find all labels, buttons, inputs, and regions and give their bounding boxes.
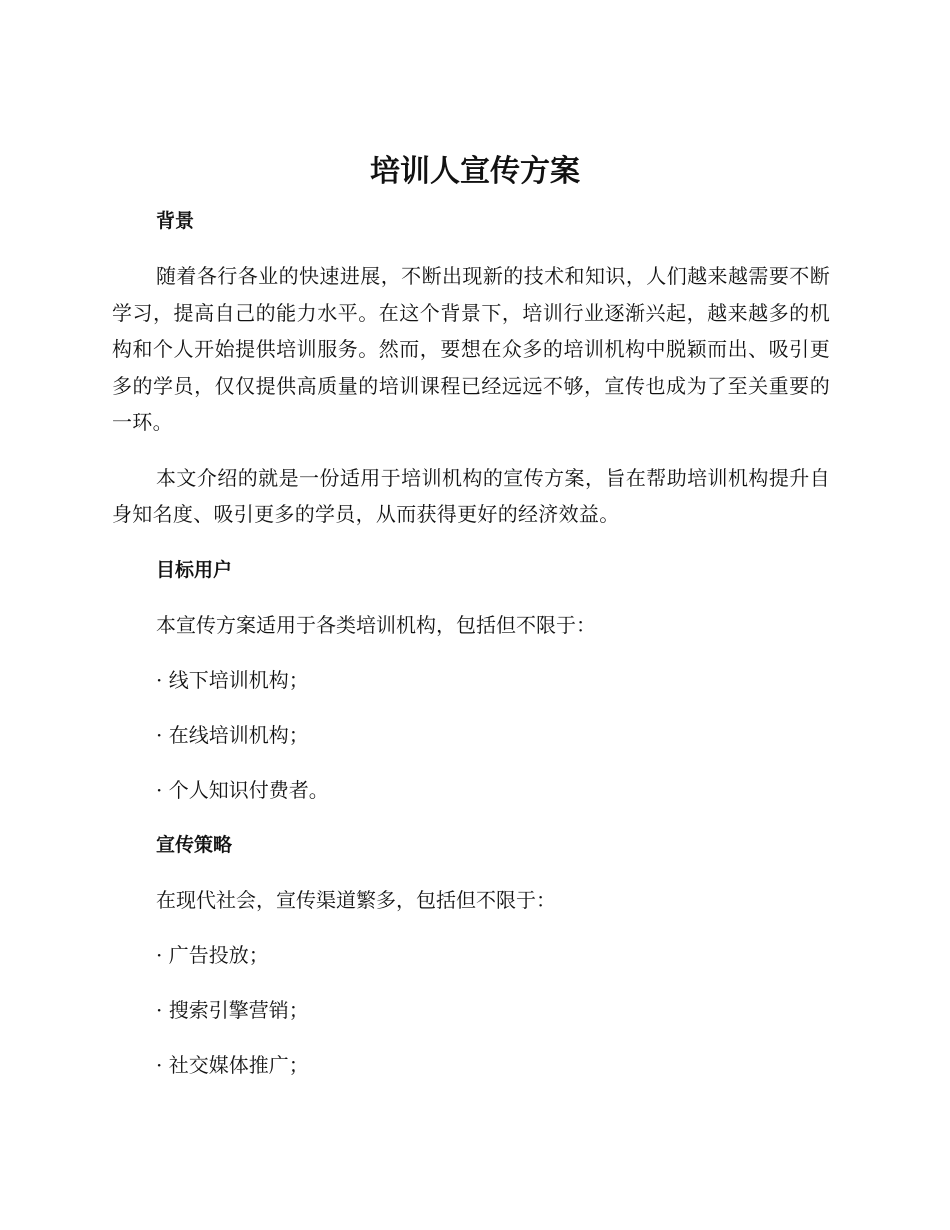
list-item: · 广告投放； — [156, 942, 269, 967]
background-paragraph-1: 随着各行各业的快速进展，不断出现新的技术和知识，人们越来越需要不断学习，提高自己的能力水平。在这个背景下，培训行业逐渐兴起，越来越多的机构和个人开始提供培训服务。然而，要想在众多的培训机构中脱颖而出、吸引更多的学员，仅仅提供高质量的培训课程已经远远不够，宣传也成为了至关重要的一环。 — [112, 264, 830, 434]
section-heading-strategy: 宣传策略 — [156, 833, 233, 856]
document-body — [112, 203, 830, 1102]
list-item: · 线下培训机构； — [156, 667, 309, 692]
page-title: 培训人宣传方案 — [370, 154, 580, 189]
section-heading-background: 背景 — [156, 210, 195, 232]
list-item: · 搜索引擎营销； — [156, 997, 309, 1022]
strategy-intro: 在现代社会，宣传渠道繁多，包括但不限于： — [156, 887, 556, 912]
list-item: · 个人知识付费者。 — [156, 777, 329, 802]
target-users-intro: 本宣传方案适用于各类培训机构，包括但不限于： — [156, 612, 596, 637]
list-item: · 在线培训机构； — [156, 722, 309, 747]
background-paragraph-2: 本文介绍的就是一份适用于培训机构的宣传方案，旨在帮助培训机构提升自身知名度、吸引更多的学员，从而获得更好的经济效益。 — [112, 465, 830, 526]
list-item: · 社交媒体推广； — [156, 1052, 309, 1077]
section-heading-target-users: 目标用户 — [156, 558, 233, 581]
